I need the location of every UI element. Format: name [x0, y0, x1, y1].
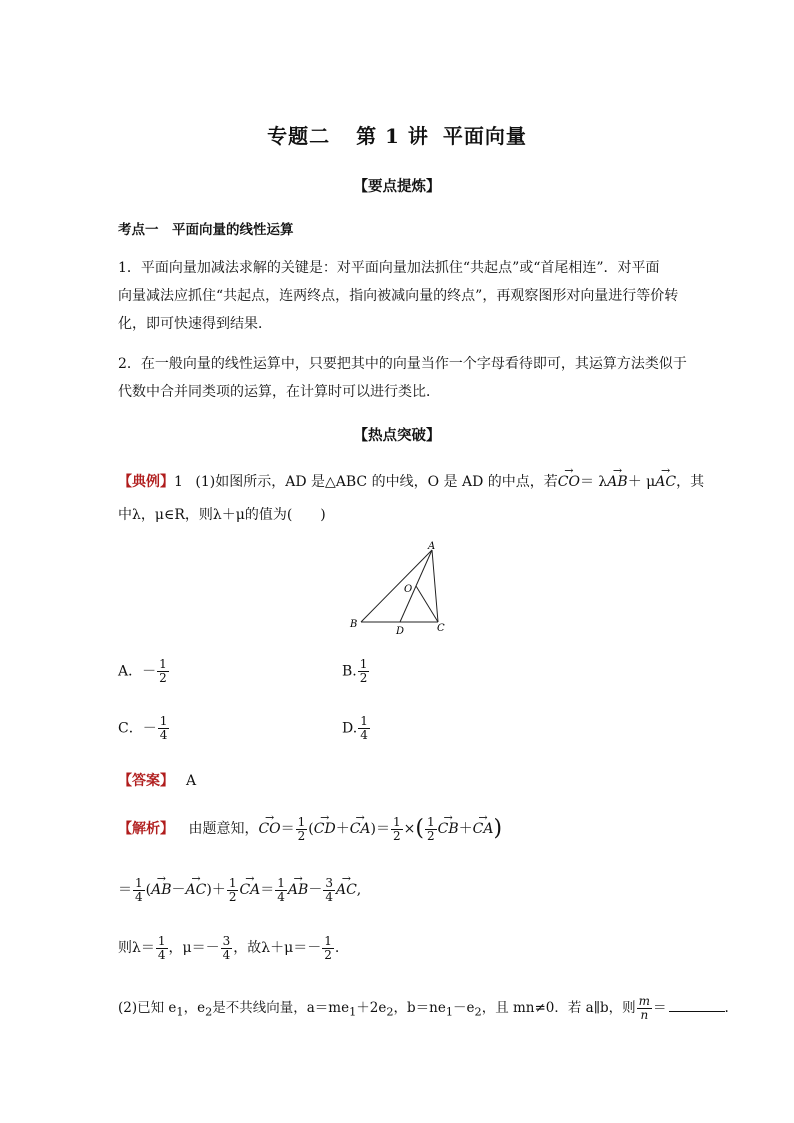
denominator: 2 — [228, 889, 237, 904]
analysis-line-1: 【解析】 由题意知，→ CO＝ $\frac{1}{2}$ (→ CD＋→ CA)＝ $\frac{1}{2}$ ×( $\frac{1}{2}$ → CB＋→ CA) — [118, 815, 502, 843]
option-label: C． — [118, 720, 143, 737]
answer-blank[interactable] — [669, 1011, 725, 1012]
fraction-m-over-n — [637, 995, 652, 1022]
answer-label: 【答案】 — [118, 773, 174, 789]
label-O: O — [404, 584, 413, 595]
result-text: ，故λ＋μ＝－ — [233, 940, 322, 956]
denominator: 4 — [277, 889, 285, 904]
fraction-three-quarters: $\frac{3}{4}$ — [325, 875, 333, 904]
segment-AC — [432, 550, 438, 622]
fraction — [157, 658, 169, 685]
point1-paragraph-2 — [118, 350, 687, 406]
text-line: 向量减法应抓住“共起点，连两终点，指向被减向量的终点”，再观察图形对向量进行等价转 — [118, 288, 679, 304]
lambda-symbol: λ — [598, 474, 608, 490]
text-line: 代数中合并同类项的运算，在计算时可以进行类比． — [118, 384, 440, 400]
text: ，且 mn≠0．若 a∥b，则 — [481, 1000, 636, 1016]
numerator: 1 — [159, 657, 167, 671]
segment-OC — [416, 586, 438, 622]
denominator: 4 — [360, 728, 368, 742]
subscript: 2 — [474, 1005, 482, 1019]
analysis-line-3 — [118, 934, 339, 962]
numerator: 1 — [324, 933, 332, 948]
answer-line — [118, 767, 196, 795]
label-C: C — [437, 623, 445, 634]
analysis-line-2: ＝ $\frac{1}{4}$ (→ AB－→ AC)＋ $\frac{1}{2}$ → CA＝ $\frac{1}{4}$ → AB－ $\frac{3}{4}$ → AC, — [118, 876, 361, 904]
denominator: n — [640, 1008, 649, 1022]
numerator: 1 — [228, 875, 237, 890]
denominator: 4 — [222, 947, 231, 962]
title-lecture: 第 1 讲 — [356, 124, 429, 148]
denominator: 2 — [159, 671, 167, 685]
example-line-2: 中λ，μ∈R，则λ＋μ的值为( ) — [118, 507, 326, 523]
analysis-label: 【解析】 — [118, 821, 174, 837]
triangle-figure — [340, 540, 460, 640]
part2-question — [118, 994, 729, 1027]
numerator: 1 — [135, 875, 143, 890]
option-B[interactable] — [342, 658, 370, 685]
text: ，e — [183, 1000, 206, 1016]
fraction-quarter — [275, 877, 287, 904]
vector-CA: → CA — [473, 815, 494, 843]
numerator: 1 — [157, 933, 166, 948]
title-subject: 平面向量 — [442, 124, 527, 148]
vector-CD: → CD — [314, 815, 336, 843]
title-topic: 专题二 — [267, 124, 331, 148]
text-line: 化，即可快速得到结果． — [118, 316, 272, 332]
analysis-intro: 由题意知， — [188, 821, 259, 837]
vector-AC: → AC — [655, 468, 676, 496]
vector-AC: → AC — [186, 876, 207, 904]
numerator: 1 — [277, 875, 285, 890]
text-line: 1．平面向量加减法求解的关键是：对平面向量加法抓住“共起点”或“首尾相连”．对平面 — [118, 260, 660, 276]
subscript: 2 — [205, 1005, 213, 1019]
result-text: ，μ＝－ — [168, 940, 220, 956]
example-text: (1)如图所示，AD 是△ABC 的中线，O 是 AD 的中点，若 — [195, 474, 558, 490]
denominator: 4 — [135, 889, 143, 904]
option-label: D. — [342, 720, 358, 737]
denominator: 2 — [297, 828, 306, 843]
fraction-half — [227, 877, 239, 904]
option-label: B. — [342, 663, 357, 680]
numerator: 1 — [426, 814, 435, 829]
numerator: 1 — [297, 814, 306, 829]
mu-symbol: μ — [646, 474, 656, 490]
result-text: 则λ＝ — [118, 940, 155, 956]
denominator: 2 — [426, 828, 435, 843]
text: ＋2e — [356, 1000, 387, 1016]
section-hot: 【热点突破】 — [353, 427, 441, 444]
vector-AB: → AB — [607, 468, 627, 496]
vector-CB: → CB — [438, 815, 459, 843]
answer-value: A — [186, 773, 197, 789]
text: ＝ — [653, 1000, 667, 1016]
fraction-half — [322, 935, 334, 962]
label-D: D — [396, 626, 405, 637]
page-title — [0, 120, 794, 149]
denominator: 4 — [157, 947, 166, 962]
label-B: B — [350, 619, 358, 630]
fraction — [358, 658, 370, 685]
label-A: A — [428, 541, 436, 552]
denominator: 4 — [159, 728, 168, 742]
fraction — [158, 715, 170, 742]
numerator: 1 — [393, 814, 401, 829]
numerator: m — [638, 994, 650, 1008]
text-line: 2．在一般向量的线性运算中，只要把其中的向量当作一个字母看待即可，其运算方法类似于 — [118, 356, 687, 372]
minus-sign: － — [142, 663, 157, 680]
fraction — [358, 715, 370, 742]
denominator: 2 — [359, 671, 368, 685]
fraction-three-quarters: $\frac{3}{4}$ — [222, 933, 231, 962]
section-key-points: 【要点提炼】 — [353, 178, 441, 195]
minus-sign: － — [142, 720, 157, 737]
example-line-1: 【典例】1 (1)如图所示，AD 是△ABC 的中线，O 是 AD 的中点，若→ CO＝ λ→ AB＋ μ→ AC，其 — [118, 468, 704, 496]
denominator: 2 — [324, 947, 332, 962]
period: . — [724, 1000, 729, 1016]
option-A[interactable] — [118, 658, 170, 685]
example-label: 【典例】 — [118, 474, 174, 490]
subscript: 1 — [349, 1005, 357, 1019]
vector-CA: → CA — [239, 876, 260, 904]
text: ，b＝ne — [393, 1000, 446, 1016]
fraction-quarter — [133, 877, 145, 904]
fraction-half — [296, 816, 308, 843]
numerator: 1 — [360, 714, 368, 728]
example-text-end: ，其 — [676, 474, 705, 490]
fraction-quarter — [156, 935, 168, 962]
denominator: 4 — [325, 889, 333, 904]
vector-CO: → CO — [558, 468, 580, 496]
point1-paragraph-1 — [118, 254, 678, 338]
denominator: 2 — [393, 828, 401, 843]
fraction-half — [425, 816, 437, 843]
vector-CA: → CA — [350, 815, 371, 843]
fraction-half — [391, 816, 403, 843]
point1-heading: 考点一 平面向量的线性运算 — [118, 222, 294, 238]
option-label: A． — [118, 663, 143, 680]
subscript: 1 — [445, 1005, 454, 1019]
text: (2)已知 e — [118, 1000, 177, 1016]
segment-BA — [361, 550, 432, 622]
vector-CO: → CO — [258, 815, 280, 843]
option-C[interactable] — [118, 715, 170, 742]
period: . — [334, 940, 340, 956]
numerator: 1 — [159, 714, 168, 728]
subscript: 2 — [386, 1005, 394, 1019]
numerator: 1 — [359, 657, 368, 671]
text: －e — [453, 1000, 475, 1016]
example-number: 1 — [174, 474, 183, 490]
vector-AB: → AB — [288, 876, 308, 904]
subscript: 1 — [176, 1005, 184, 1019]
vector-AC: → AC — [336, 876, 357, 904]
option-D[interactable] — [342, 715, 371, 742]
text: 是不共线向量，a＝me — [212, 1000, 350, 1016]
vector-AB: → AB — [151, 876, 171, 904]
